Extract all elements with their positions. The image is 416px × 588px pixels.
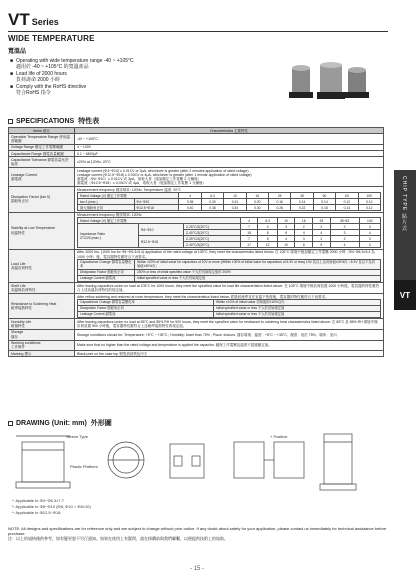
- tan-cell: 0.30: [246, 205, 268, 211]
- page-number: - 15 -: [190, 566, 205, 572]
- ratio-cell: 3: [359, 236, 380, 242]
- leakage-line: Leakage current (Φ12.5~Φ18) ≤ 0.03CV or 4μA, whichever is greater (after 1 minute application of rated voltage): [77, 172, 252, 177]
- feature-list: [10, 58, 240, 97]
- spec-table: [8, 127, 384, 357]
- humidity-text: After leaving capacitors under no load at 85°C and 85% RH for 500 hours, they meet the specified value for resistance to soldering heat characteristics listed above. 在 85°C 及 85% RH 環境中無負荷放置 500 小時後，電容器特性應符合上述耐焊接熱特性的規定值。: [75, 319, 384, 330]
- item-en: Resistance to Soldering Heat: [11, 301, 57, 306]
- ratio-cell: 2: [313, 236, 331, 242]
- feature-text-en: Operating with wide temperature range -40 ~ +105°C: [16, 58, 134, 64]
- tan-cell: 0.16: [268, 199, 290, 205]
- soldering-intro: After reflow soldering and restored at room temperature, they meet the characteristics listed below. 經過回流焊並在室溫下恢復後，電容器的特性應符合下表要求。: [77, 294, 329, 299]
- top-view-drawing: [108, 442, 144, 478]
- bottom-view-drawing: [170, 444, 204, 478]
- tan-cell: 0.34: [224, 205, 246, 211]
- item-cn: 高溫無負荷特性: [11, 288, 36, 293]
- criterion-value: Within ±20% of initial value for capacitors of 10V or more (Within ±30% of initial value for capacitors of 6.3V or less) 10V 及以上為初始值±20%內（6.3V 及以下為初始值±30%內）: [135, 259, 381, 269]
- criterion-label: Capacitance Change 靜電容量變化率: [78, 299, 214, 305]
- ratio-cell: 17: [240, 242, 258, 248]
- item-en: Dissipation Factor (tan δ): [11, 195, 51, 200]
- pad-layout-drawing: [234, 442, 304, 478]
- stability-table: [77, 217, 381, 248]
- working-row: [9, 340, 384, 351]
- criterion-label: Dissipation Factor 損耗角正切: [78, 269, 135, 275]
- shelf-life-text: After leaving capacitors under no load at 105°C for 1000 hours, they meet the specified value for load life characteristics listed above. 在 105°C 環境中無負荷放置 1000 小時後，電容器的特性應符合上述高溫負荷特性的規定值。: [75, 283, 384, 294]
- item-en: Capacitance Range: [11, 151, 42, 156]
- feature-item: [10, 71, 240, 83]
- item-cn: 高溫負荷特性: [11, 266, 32, 271]
- criterion-label: Dissipation Factor 損耗角正切: [78, 305, 214, 311]
- ratio-cell: 4: [330, 242, 359, 248]
- criterion-label: Leakage Current 漏電流: [78, 311, 214, 317]
- load-life-row: [9, 249, 384, 283]
- voltage-cell: 35~63: [330, 218, 359, 224]
- header-characteristics: Characteristics 主要特性: [75, 128, 384, 134]
- ratio-cell: 4: [313, 230, 331, 236]
- item-cn: 使用溫度範圍: [11, 134, 70, 144]
- voltage-cell: 10: [277, 218, 295, 224]
- item-en: Stability at Low Temperature: [11, 226, 56, 231]
- item-cn: 低溫特性: [11, 230, 25, 235]
- series-code: VT: [8, 10, 30, 29]
- marking-text: Black print on the case top 鋁殼頂部黑色印字: [75, 351, 384, 357]
- ratio-cell: 4: [295, 230, 313, 236]
- ratio-label: Z-25°C/Z(20°C): [183, 236, 240, 242]
- impedance-label: Impedance Ratio: [80, 231, 105, 236]
- bullet-icon: ■: [10, 84, 14, 90]
- item-en: Storage: [11, 330, 24, 335]
- item-cn: 額定工作電壓範圍: [34, 145, 63, 150]
- voltage-cell: 63: [336, 193, 358, 199]
- tan-prefix: 最大損耗角正切: [78, 205, 135, 211]
- side-view-drawing: [16, 436, 70, 488]
- ratio-cell: 8: [295, 242, 313, 248]
- applicable-note: *: Applicable to Φ4~Φ6.3×7.7: [12, 498, 64, 503]
- size-label: Φ12.5~Φ18: [138, 236, 183, 248]
- voltage-label: Rated Voltage (V) 額定工作電壓: [78, 193, 179, 199]
- leakage-line: 漏電流（Φ12.5~Φ18）≤ 0.03CV 或 4μA，取較大者（施加額定工作電壓 1 分鐘後）: [77, 181, 207, 186]
- working-text: Make sure that no higher than the rated voltage and temperature is applied the capacitor. 確保工作電壓及溫度不超過額定值。: [75, 340, 384, 351]
- leakage-line: Leakage current (Φ4~Φ10) ≤ 0.01CV or 3μA, whichever is greater (after 2 minutes application of rated voltage): [77, 168, 249, 173]
- square-icon: [8, 421, 13, 426]
- tan-cell: 0.14: [313, 199, 335, 205]
- item-en: Marking: [11, 351, 24, 356]
- series-word: Series: [31, 17, 59, 27]
- subtitle: WIDE TEMPERATURE: [8, 34, 95, 43]
- storage-row: [9, 329, 384, 340]
- ratio-cell: 5: [313, 242, 331, 248]
- item-value: 0.1 ~ 6800μF: [75, 151, 384, 157]
- ratio-cell: 3: [295, 236, 313, 242]
- item-cn: 耐焊接熱特性: [11, 306, 32, 311]
- ratio-cell: 15: [240, 230, 258, 236]
- item-en: Shelf Life: [11, 283, 26, 288]
- item-cn: 儲存: [11, 334, 18, 339]
- bullet-icon: ■: [10, 71, 14, 77]
- criterion-value: 200% or less of initial specified value 不大於初始規定值的 200%: [135, 269, 381, 275]
- stability-measure: Measurement frequency 測試頻率: 120Hz: [77, 213, 142, 218]
- dissipation-table: [77, 192, 381, 211]
- feature-text-en: Load life of 2000 hours: [16, 71, 67, 77]
- ratio-cell: 5: [258, 236, 277, 242]
- voltage-cell: 25: [268, 193, 290, 199]
- tan-cell: 0.40: [179, 205, 201, 211]
- tan-cell: 0.35: [179, 199, 201, 205]
- leakage-row: [9, 168, 384, 187]
- storage-text: Storage conditions should be: Temperature: +5°C ~ +35°C ; Humidity: lower than 75% ; Place: indoors. 儲存環境：溫度：+5°C ~ +35°C；濕度：低於 75%；場所：室內: [75, 329, 384, 340]
- ratio-cell: 12: [258, 242, 277, 248]
- item-cn: 損耗角正切: [11, 199, 29, 204]
- table-row: [9, 157, 384, 168]
- header-rule: [8, 31, 388, 32]
- tan-cell: 0.18: [313, 205, 335, 211]
- item-en: Working conditions: [11, 341, 41, 346]
- series-title: [8, 10, 59, 30]
- tan-cell: 0.12: [358, 205, 380, 211]
- specifications-title-cn: 特性表: [78, 118, 100, 125]
- ratio-cell: 7: [240, 224, 258, 230]
- drawing-title: DRAWING (Unit: mm): [16, 419, 87, 427]
- table-row: [9, 134, 384, 145]
- voltage-cell: 100: [359, 218, 380, 224]
- item-en: Voltage Range: [11, 145, 34, 150]
- tan-cell: 0.22: [291, 205, 313, 211]
- criterion-value: Initial specified value or less 不大於初始規定值: [213, 311, 380, 317]
- sleeve-label: Sleeve Type: [66, 434, 88, 439]
- tan-cell: 0.38: [201, 205, 223, 211]
- tan-cell: 0.14: [291, 199, 313, 205]
- item-value: -40 ~ +105°C: [75, 134, 384, 145]
- drawing-heading: [8, 418, 112, 428]
- criterion-label: Capacitance Change 靜電容量變化率: [78, 259, 135, 269]
- humidity-row: [9, 319, 384, 330]
- ratio-label: Z-40°C/Z(20°C): [183, 230, 240, 236]
- applicable-note: *: Applicable to Φ8~Φ10 (Φ8, Φ10 = Φ8×10): [12, 504, 91, 509]
- load-life-intro: After 2000 hrs. (1000 hrs for Φ4~Φ6.3×5.4) application of the rated voltage at 105°C, they meet the characteristics listed below. 在 105°C 環境中施加額定工作電壓 2000 小時（Φ4~Φ6.3×5.4 為 1000 小時）後，電容器特性應符合下表要求。: [77, 250, 375, 259]
- ratio-cell: 3: [359, 224, 380, 230]
- plastic-label: Plastic Platform: [70, 464, 98, 469]
- capacitor-medium-icon: [345, 67, 369, 98]
- voltage-cell: 35: [291, 193, 313, 199]
- voltage-cell: 50: [313, 193, 335, 199]
- feature-item: [10, 84, 240, 96]
- voltage-cell: 4: [240, 218, 258, 224]
- tan-prefix: tan δ (max.): [78, 199, 135, 205]
- drawing-title-cn: 外形圖: [90, 420, 112, 427]
- voltage-cell: 100: [358, 193, 380, 199]
- dimension-drawings: [8, 428, 396, 524]
- tan-cell: 0.12: [336, 199, 358, 205]
- ratio-cell: 6: [277, 230, 295, 236]
- specifications-title: SPECIFICATIONS: [16, 117, 75, 125]
- square-icon: [8, 119, 13, 124]
- applicable-note: *: Applicable to Φ12.5~Φ18: [12, 510, 61, 515]
- ratio-label: Z-40°C/Z(20°C): [183, 242, 240, 248]
- item-en: Leakage Current: [11, 172, 38, 177]
- size-label: Φ4~Φ10: [138, 224, 183, 236]
- dissipation-measure: Measurement frequency 測試頻率: 120Hz, Temperature 溫度: 20°C: [77, 187, 182, 192]
- item-value: 4 ~ 100V: [75, 144, 384, 150]
- ratio-cell: 2: [295, 224, 313, 230]
- note-cn: 注：以上的規格僅供參考，如有變更恕不另行通知。如果在使用上有疑問，請在採購前與我們聯繫，以便提供技術上的協助。: [8, 536, 228, 541]
- capacitor-large-icon: [317, 62, 345, 99]
- item-cn: 工作條件: [11, 345, 25, 350]
- marking-row: [9, 351, 384, 357]
- item-cn: 耐濕特性: [11, 324, 25, 329]
- item-en: Load Life: [11, 261, 26, 266]
- subtitle-cn: 寬溫品: [8, 49, 27, 55]
- feature-text-en: Comply with the RoHS directive: [16, 84, 87, 90]
- feature-text-cn: 負荷壽命 2000 小時: [16, 77, 60, 83]
- ratio-cell: 3: [330, 230, 359, 236]
- notes: [8, 526, 388, 541]
- criterion-label: Leakage Current 漏電流: [78, 275, 135, 281]
- ratio-cell: 3: [359, 242, 380, 248]
- item-cn: 標示: [24, 351, 32, 356]
- item-en: Humidity Life: [11, 319, 32, 324]
- bullet-icon: ■: [10, 58, 14, 64]
- item-cn: 靜電容量範圍: [42, 151, 64, 156]
- shelf-life-row: [9, 283, 384, 294]
- ratio-cell: 2: [330, 236, 359, 242]
- ratio-cell: 4: [359, 230, 380, 236]
- ratio-cell: 8: [258, 230, 277, 236]
- tan-cell: 0.30: [201, 199, 223, 205]
- ratio-cell: 10: [277, 242, 295, 248]
- voltage-label: Rated Voltage (V) 額定工作電壓: [78, 218, 241, 224]
- load-life-table: [77, 259, 381, 282]
- leakage-line: 漏電流（Φ4~Φ10）≤ 0.01CV 或 3μA，取較大者（施加額定工作電壓 2 分鐘後）: [77, 177, 202, 182]
- item-value: ±20% at 120Hz, 20°C: [75, 157, 384, 168]
- ratio-label: Z-25°C/Z(20°C): [183, 224, 240, 230]
- voltage-cell: 10: [224, 193, 246, 199]
- tall-side-drawing: [320, 434, 356, 490]
- ratio-cell: 4: [258, 224, 277, 230]
- voltage-cell: 16: [295, 218, 313, 224]
- capacitor-photo: [286, 62, 370, 102]
- side-tab-text: CHIP TYPE 貼片式: [401, 176, 407, 232]
- dissipation-row: [9, 187, 384, 212]
- tan-cell: 0.12: [358, 199, 380, 205]
- ratio-cell: 3: [277, 224, 295, 230]
- ratio-cell: 7: [240, 236, 258, 242]
- criterion-value: Within ±10% of initial value 初始值的±10%以內: [213, 299, 380, 305]
- voltage-cell: 6.3: [201, 193, 223, 199]
- note-en: NOTE: All designs and specifications are for reference only and are subject to change without prior notice. If any doubt about safety for your application, please contact us immediately for technical assistance before purchase.: [8, 526, 387, 536]
- soldering-row: [9, 294, 384, 319]
- tan-cell: 0.14: [336, 205, 358, 211]
- impedance-sub: ZT/Z20 (max.): [80, 235, 101, 240]
- item-en: Capacitance Tolerance: [11, 157, 47, 162]
- soldering-table: [77, 299, 381, 318]
- feature-text-cn: 符合RoHS 指令: [16, 90, 51, 96]
- criterion-value: Initial specified value or less 不大於初始規定值: [213, 305, 380, 311]
- item-cn: 靜電容量允許偏差: [11, 157, 69, 167]
- feature-text-cn: 適用於 -40 ~ +105°C 的寬溫產品: [16, 64, 89, 70]
- stability-row: [9, 212, 384, 249]
- item-cn: 漏電流: [11, 177, 22, 182]
- positive-label: + Positive: [270, 434, 288, 439]
- side-tab-chip-type: [394, 170, 416, 280]
- header-items: Items 項目: [9, 128, 75, 134]
- item-en: Operation Temperature Range: [11, 134, 59, 139]
- ratio-cell: 2: [330, 224, 359, 230]
- capacitor-small-icon: [289, 65, 313, 98]
- ratio-cell: 4: [277, 236, 295, 242]
- tan-cell: 0.26: [268, 205, 290, 211]
- ratio-cell: 2: [313, 224, 331, 230]
- voltage-cell: 6.3: [258, 218, 277, 224]
- criterion-value: Initial specified value or less 不大於初始規定值: [135, 275, 381, 281]
- size-label: Φ12.5~Φ18: [134, 205, 179, 211]
- voltage-cell: 4: [179, 193, 201, 199]
- size-label: Φ4~Φ10: [134, 199, 179, 205]
- voltage-cell: 16: [246, 193, 268, 199]
- tan-cell: 0.20: [246, 199, 268, 205]
- side-tab-code: VT: [394, 280, 416, 310]
- feature-item: [10, 58, 240, 70]
- voltage-cell: 25: [313, 218, 331, 224]
- tan-cell: 0.24: [224, 199, 246, 205]
- specifications-heading: [8, 116, 99, 126]
